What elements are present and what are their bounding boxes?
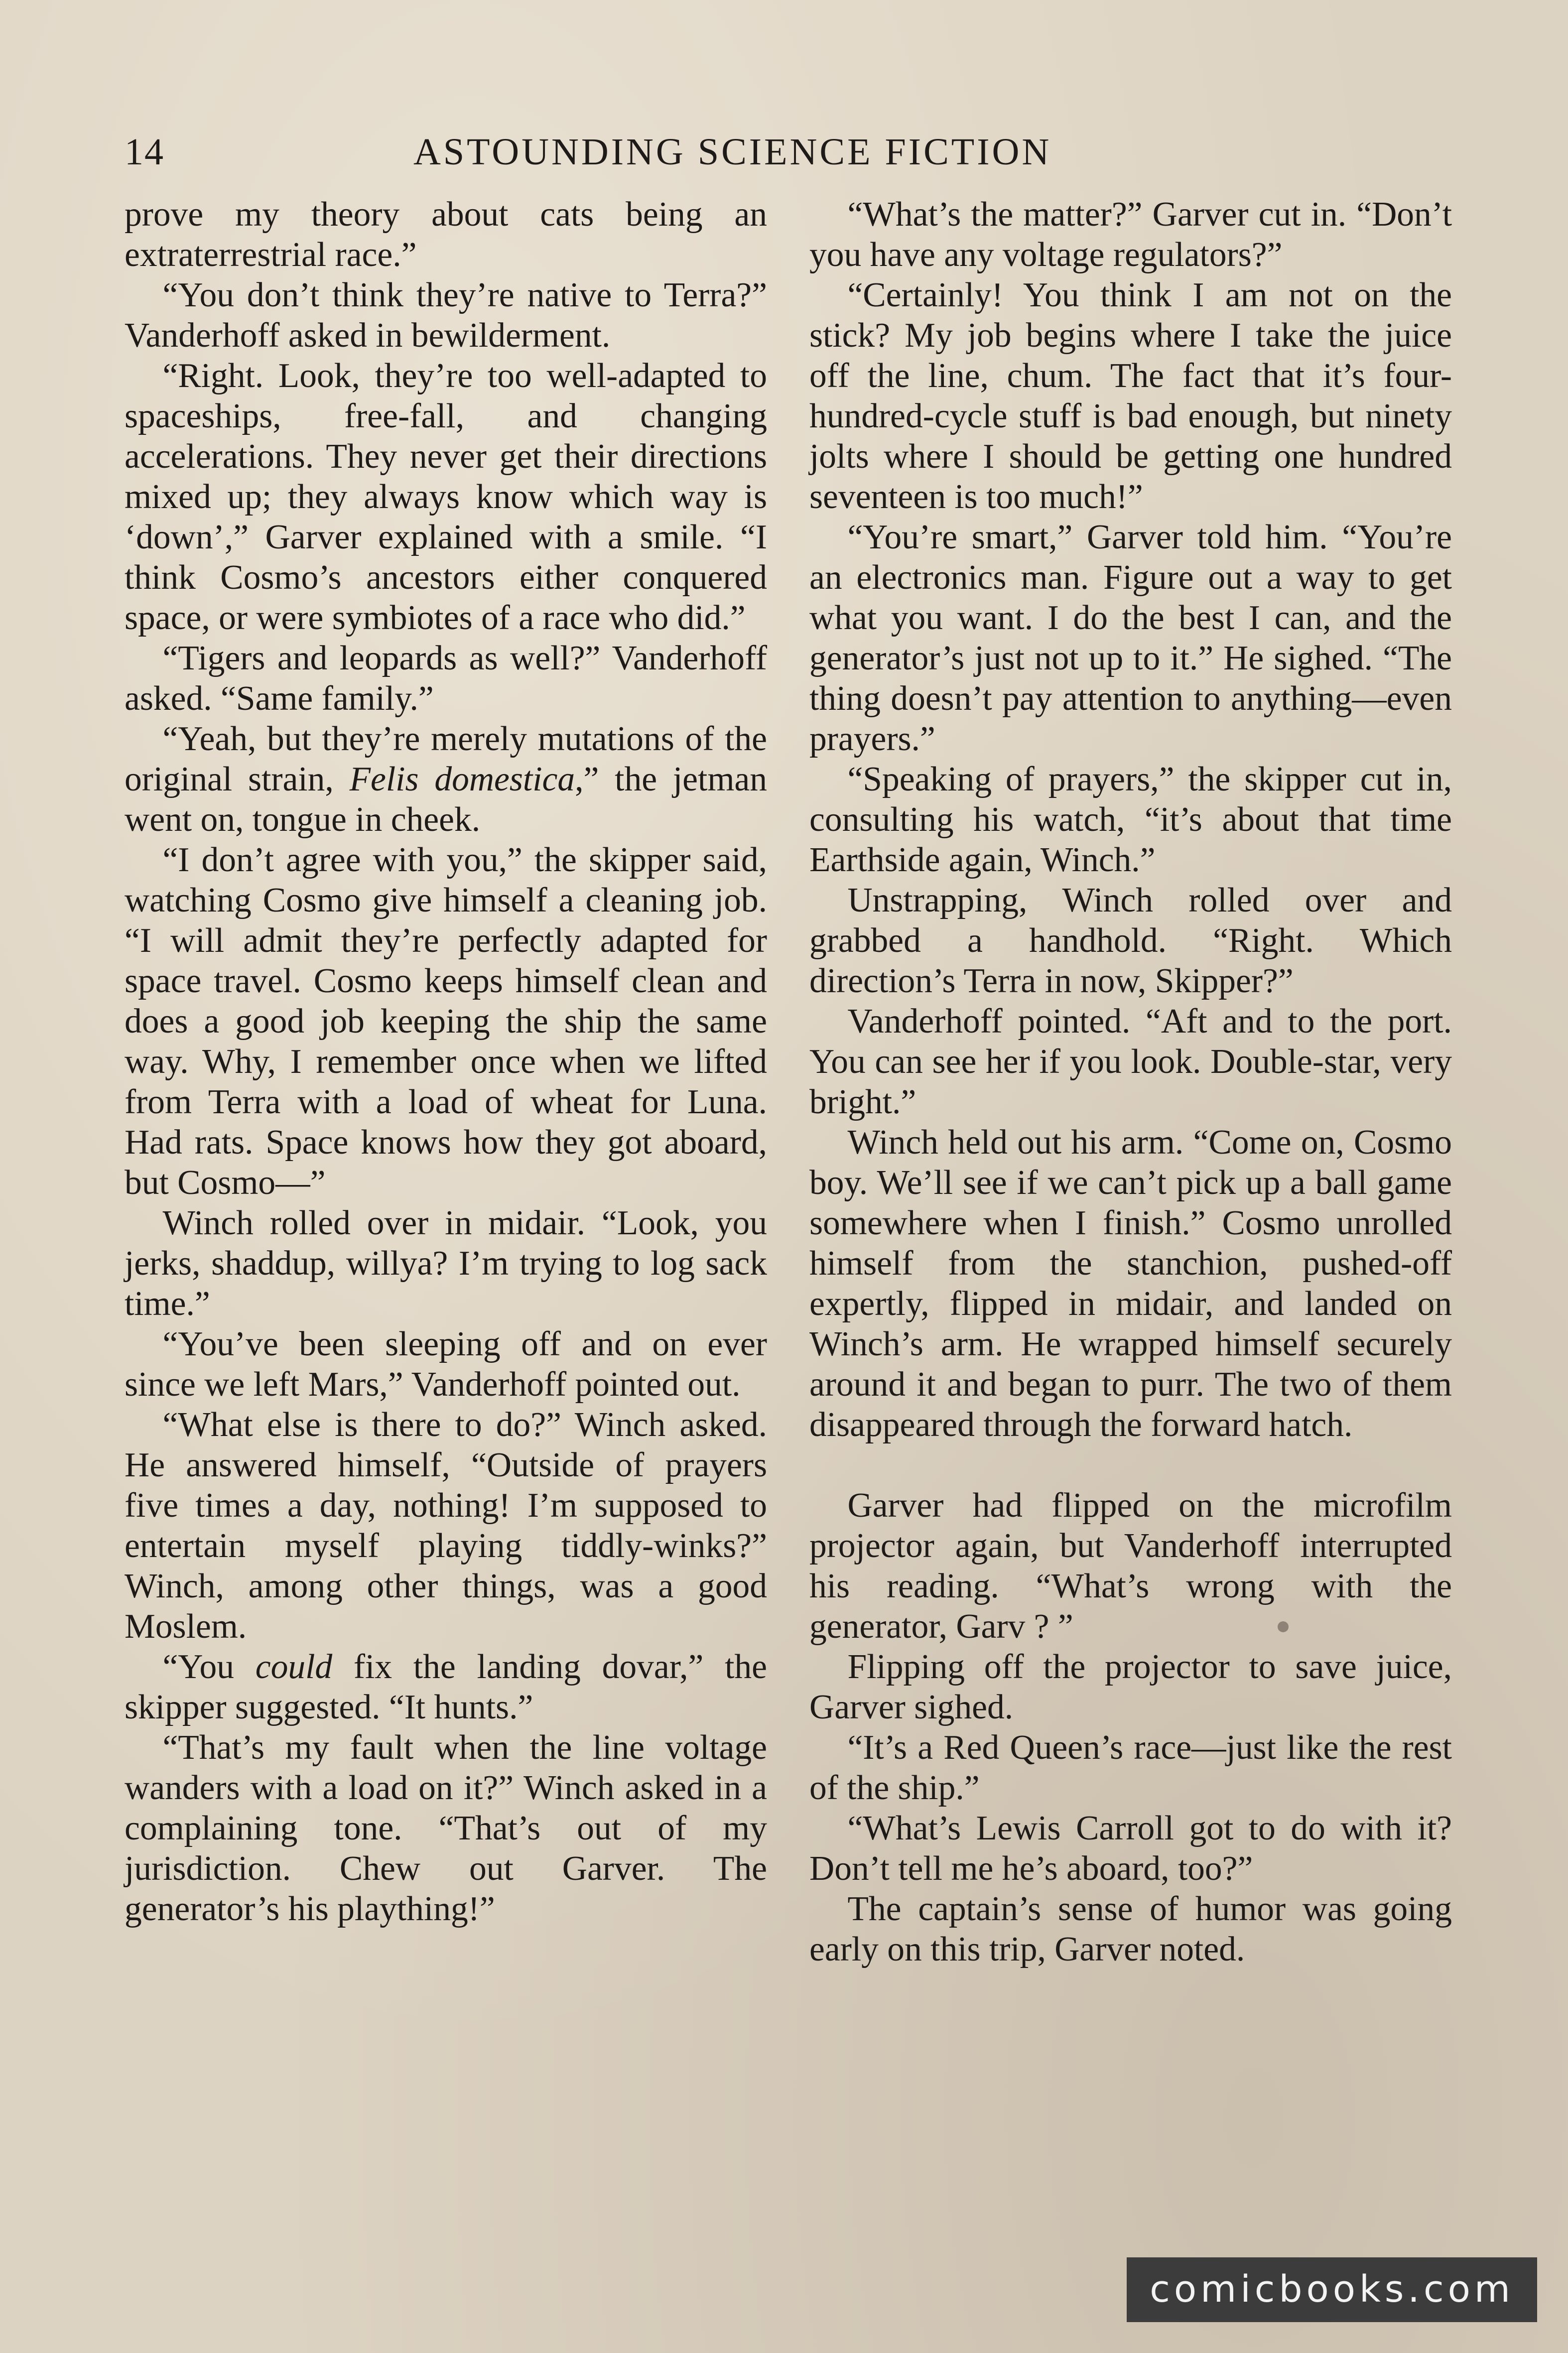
paragraph — [125, 719, 767, 840]
paragraph: “You don’t think they’re native to Terra?” Vanderhoff asked in bewilderment. — [125, 276, 767, 355]
paragraph: “Right. Look, they’re too well-adapted to spaceships, free-fall, and changing accelerations. They never get their directions mixed up; they always know which way is ‘down’,” Garver explained with a smile. “I think Cosmo’s ancestors either conquered space, or were symbiotes of a race who did.” — [125, 357, 767, 637]
left-column — [125, 194, 767, 1929]
paragraph: Winch rolled over in midair. “Look, you jerks, shaddup, willya? I’m trying to log sack time.” — [125, 1204, 767, 1323]
paragraph: Winch held out his arm. “Come on, Cosmo boy. We’ll see if we can’t pick up a ball game somewhere when I finish.” Cosmo unrolled himself from the stanchion, pushed-off expertly, flipped in midair, and landed on Winch’s arm. He wrapped himself securely around it and began to purr. The two of them disappeared through the forward hatch. — [809, 1123, 1452, 1444]
paragraph: “You’re smart,” Garver told him. “You’re an electronics man. Figure out a way to get what you want. I do the best I can, and the generator’s just not up to it.” He sighed. “The thing doesn’t pay attention to anything—even prayers.” — [809, 518, 1452, 758]
paper-speck — [1278, 1621, 1289, 1632]
paragraph-text: “Yeah, but they’re merely mutations of the original strain, — [125, 720, 767, 798]
paragraph: “Tigers and leopards as well?” Vanderhoff asked. “Same family.” — [125, 639, 767, 718]
page-header — [125, 125, 1439, 179]
paragraph-text: ,” the jetman went on, tongue in cheek. — [125, 760, 767, 839]
paragraph: “You’ve been sleeping off and on ever since we left Mars,” Vanderhoff pointed out. — [125, 1325, 767, 1404]
paragraph: Vanderhoff pointed. “Aft and to the port. You can see her if you look. Double-star, very bright.” — [809, 1002, 1452, 1121]
running-title: ASTOUNDING SCIENCE FICTION — [413, 131, 1052, 173]
right-column — [809, 194, 1452, 1969]
watermark-logo: comicbooks.com — [1127, 2257, 1537, 2322]
paragraph: The captain’s sense of humor was going early on this trip, Garver noted. — [809, 1890, 1452, 1968]
italic-text: could — [255, 1648, 333, 1686]
paragraph: “I don’t agree with you,” the skipper said, watching Cosmo give himself a cleaning job. “I will admit they’re perfectly adapted for space travel. Cosmo keeps himself clean and does a good job keeping the ship the same way. Why, I remember once when we lifted from Terra with a load of wheat for Luna. Had rats. Space knows how they got aboard, but Cosmo—” — [125, 841, 767, 1202]
paragraph-text: fix the landing dovar,” the skipper suggested. “It hunts.” — [125, 1648, 767, 1726]
paragraph: Flipping off the projector to save juice, Garver sighed. — [809, 1648, 1452, 1726]
paragraph: “Certainly! You think I am not on the stick? My job begins where I take the juice off the line, chum. The fact that it’s four-hundred-cycle stuff is bad enough, but ninety jolts where I should be getting one hundred seventeen is too much!” — [809, 276, 1452, 516]
paragraph: “What’s Lewis Carroll got to do with it? Don’t tell me he’s aboard, too?” — [809, 1809, 1452, 1888]
paragraph: prove my theory about cats being an extraterrestrial race.” — [125, 195, 767, 274]
paragraph: “What’s the matter?” Garver cut in. “Don’t you have any voltage regulators?” — [809, 195, 1452, 274]
paragraph: Garver had flipped on the microfilm projector again, but Vanderhoff interrupted his reading. “What’s wrong with the generator, Garv ? ” — [809, 1486, 1452, 1646]
paragraph: “What else is there to do?” Winch asked. He answered himself, “Outside of prayers five times a day, nothing! I’m supposed to entertain myself playing tiddly-winks?” Winch, among other things, was a good Moslem. — [125, 1406, 767, 1646]
paragraph: Unstrapping, Winch rolled over and grabbed a handhold. “Right. Which direction’s Terra in now, Skipper?” — [809, 881, 1452, 1000]
italic-text: Felis domestica — [349, 760, 575, 798]
paragraph — [125, 1647, 767, 1727]
paragraph: “That’s my fault when the line voltage wanders with a load on it?” Winch asked in a complaining tone. “That’s out of my jurisdiction. Chew out Garver. The generator’s his plaything!” — [125, 1728, 767, 1928]
page-number: 14 — [125, 131, 164, 173]
paragraph: “Speaking of prayers,” the skipper cut in, consulting his watch, “it’s about that time Earthside again, Winch.” — [809, 760, 1452, 879]
paragraph-text: “You — [162, 1648, 256, 1686]
paragraph: “It’s a Red Queen’s race—just like the rest of the ship.” — [809, 1728, 1452, 1807]
